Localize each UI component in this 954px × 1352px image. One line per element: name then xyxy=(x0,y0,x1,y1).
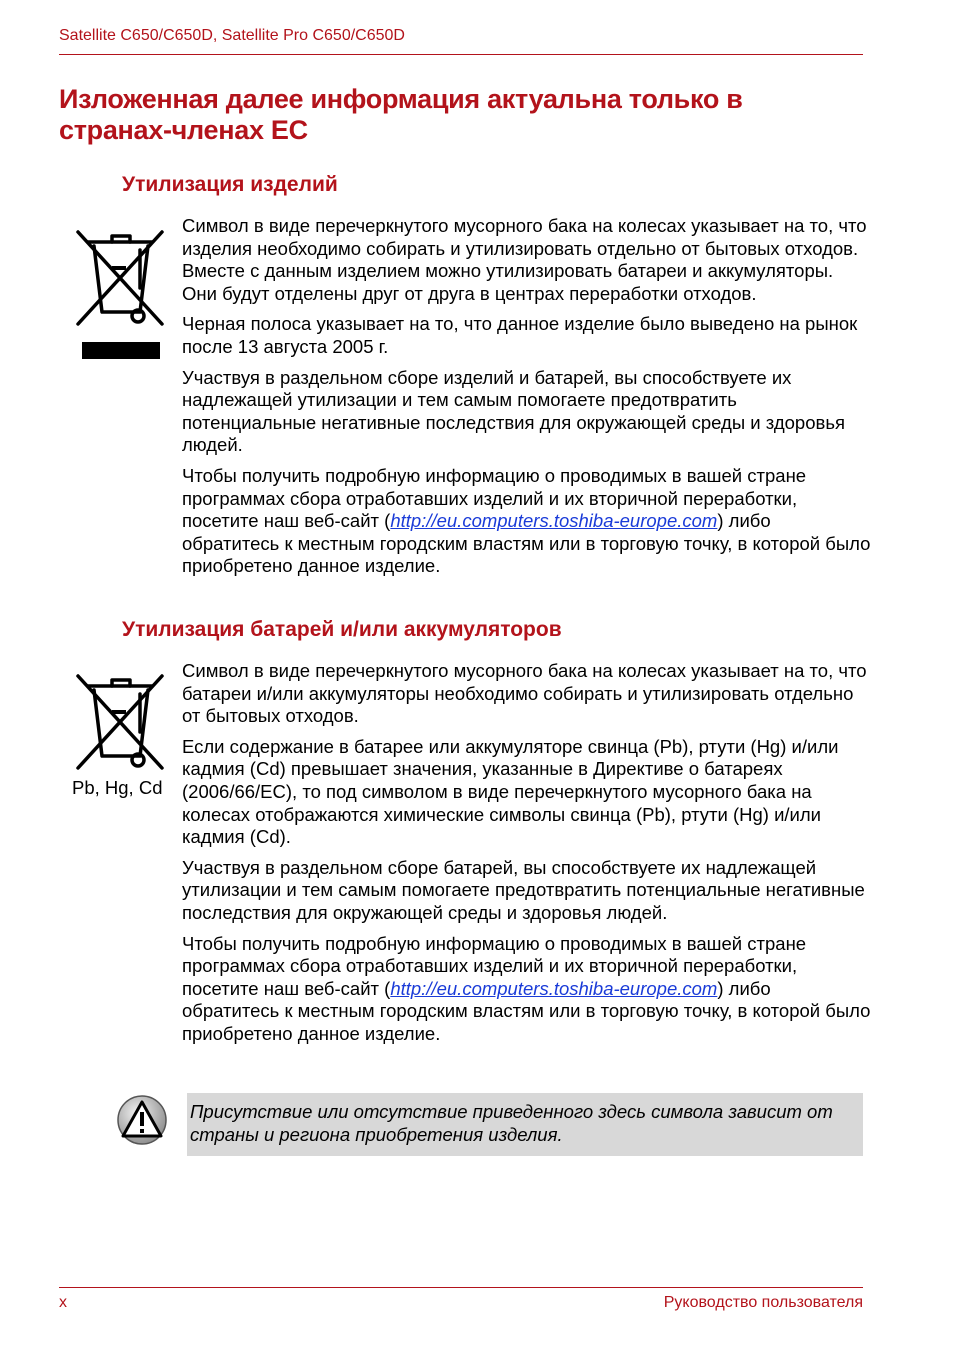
section-heading-product-disposal: Утилизация изделий xyxy=(122,173,338,196)
section-heading-battery-disposal: Утилизация батарей и/или аккумуляторов xyxy=(122,618,562,641)
toshiba-website-link[interactable]: http://eu.computers.toshiba-europe.com xyxy=(390,977,718,999)
page-header xyxy=(59,26,863,55)
paragraph: Символ в виде перечеркнутого мусорного бака на колесах указывает на то, что изделия необходимо собирать и утилизировать отдельно от бытовых отходов. Вместе с данным изделием можно утилизировать батареи и аккумуляторы. Они будут отделены друг от друга в центрах переработки отходов. xyxy=(182,215,867,304)
paragraph-text: Чтобы получить подробную информацию о проводимых в вашей стране программах сбора отработавших изделий и их вторичной переработки, посетите наш веб-сайт ( xyxy=(182,932,807,999)
paragraph: Если содержание в батарее или аккумуляторе свинца (Pb), ртути (Hg) и/или кадмия (Cd) превышает значения, указанные в Директиве о батареях (2006/66/EC), то под символом в виде перечеркнутого мусорного бака на колесах отображаются химические символы свинца (Pb), ртути (Hg) и/или кадмия (Cd). xyxy=(182,735,839,848)
warning-icon xyxy=(116,1094,168,1146)
page-number: x xyxy=(59,1294,67,1311)
crossed-out-wheeled-bin-icon xyxy=(74,672,166,772)
paragraph: Черная полоса указывает на то, что данное изделие было выведено на рынок после 13 августа 2005 г. xyxy=(182,313,858,357)
toshiba-website-link[interactable]: http://eu.computers.toshiba-europe.com xyxy=(390,510,718,532)
paragraph: Участвуя в раздельном сборе батарей, вы способствуете их надлежащей утилизации и тем самым помогаете предотвратить потенциальные негативные последствия для окружающей среды и здоровья людей. xyxy=(182,856,865,923)
chemical-symbols-label: Pb, Hg, Cd xyxy=(72,777,163,798)
page-title: Изложенная далее информация актуальна только в странах-членах ЕС xyxy=(59,84,743,145)
paragraph-text: Чтобы получить подробную информацию о проводимых в вашей стране программах сбора отработавших изделий и их вторичной переработки, посетите наш веб-сайт ( xyxy=(182,464,807,532)
note-box xyxy=(187,1093,863,1156)
paragraph xyxy=(182,465,872,578)
note-text: Присутствие или отсутствие приведенного здесь символа зависит от страны и региона приобретения изделия. xyxy=(190,1101,833,1145)
paragraph-text: ) либо обратитесь к местным городским властям или в торговую точку, в которой было приобретено данное изделие. xyxy=(182,977,871,1044)
header-title: Satellite C650/C650D, Satellite Pro C650/C650D xyxy=(59,27,405,44)
page-footer xyxy=(59,1287,863,1314)
paragraph-text: ) либо обратитесь к местным городским властям или в торговую точку, в которой было приобретено данное изделие. xyxy=(182,510,871,577)
crossed-out-wheeled-bin-icon xyxy=(74,228,166,328)
paragraph: Символ в виде перечеркнутого мусорного бака на колесах указывает на то, что батареи и/или аккумуляторы необходимо собирать и утилизировать отдельно от бытовых отходов. xyxy=(182,660,867,727)
paragraph xyxy=(182,933,872,1046)
paragraph: Участвуя в раздельном сборе изделий и батарей, вы способствуете их надлежащей утилизации и тем самым помогаете предотвратить потенциальные негативные последствия для окружающей среды и здоровья людей. xyxy=(182,366,845,456)
section2-body xyxy=(182,660,872,1054)
section1-body xyxy=(182,215,872,586)
footer-title: Руководство пользователя xyxy=(663,1294,863,1311)
black-bar-mark xyxy=(82,342,160,359)
